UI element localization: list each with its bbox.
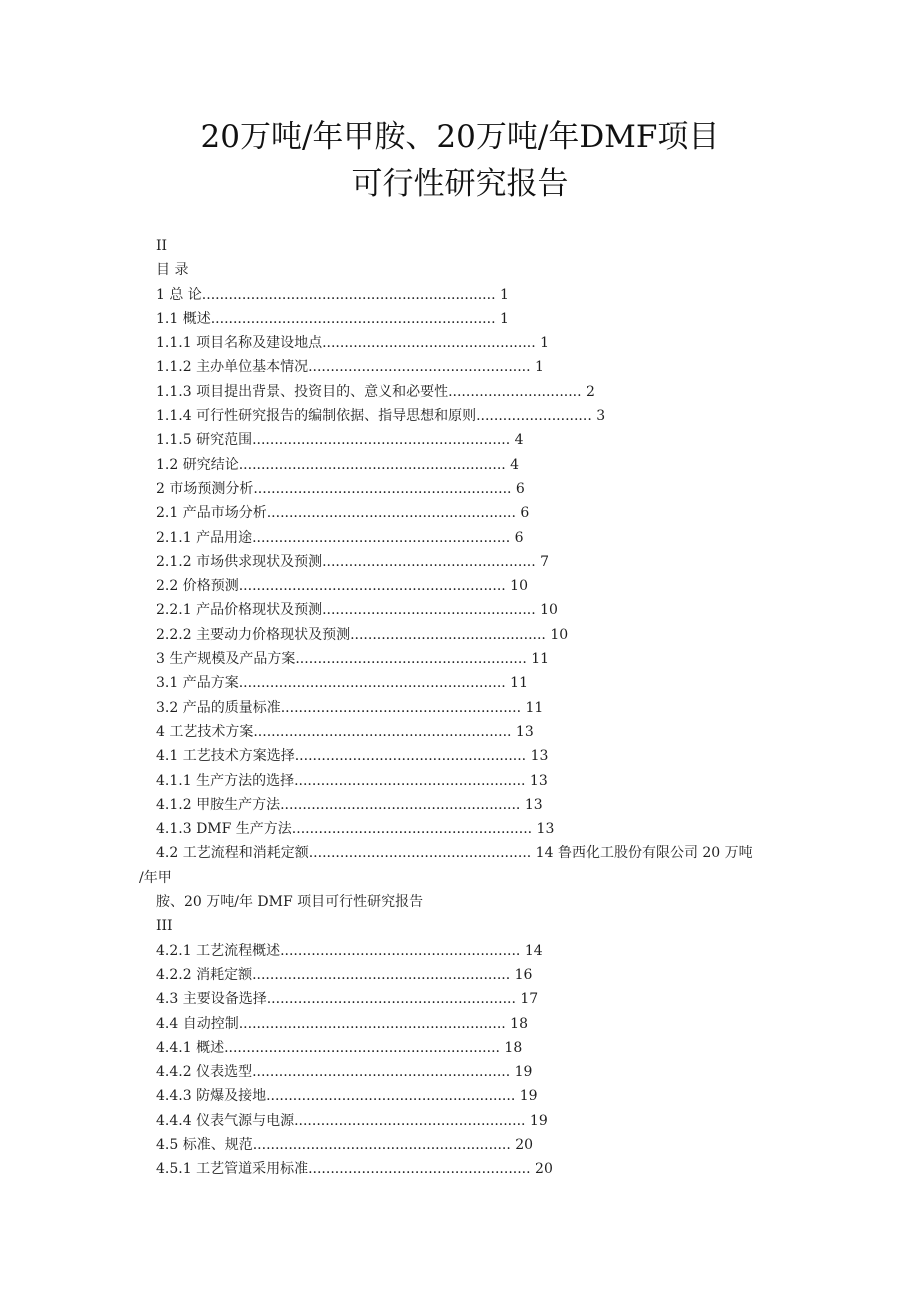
toc-line: 2.1.1 产品用途.......................................................... 6 — [156, 529, 524, 546]
toc-line: 4.1.2 甲胺生产方法...................................................... 13 — [156, 796, 543, 813]
toc-line: 1.1.4 可行性研究报告的编制依据、指导思想和原则.......................... 3 — [156, 408, 606, 425]
toc-line: 2.1 产品市场分析........................................................ 6 — [156, 505, 530, 522]
toc-line: 2.1.2 市场供求现状及预测................................................ 7 — [156, 553, 550, 570]
page-number-roman: III — [156, 918, 173, 935]
toc-line: 1.1.3 项目提出背景、投资目的、意义和必要性.............................. 2 — [156, 383, 595, 400]
toc-line: 3.1 产品方案............................................................ 11 — [156, 675, 528, 692]
toc-line: 4.3 主要设备选择........................................................ 17 — [156, 991, 539, 1008]
toc-line: 4.4.1 概述.............................................................. 18 — [156, 1039, 523, 1056]
toc-line: 2.2 价格预测............................................................ 10 — [156, 578, 528, 595]
toc-heading: 目 录 — [156, 262, 189, 279]
toc-line: 4.1 工艺技术方案选择.................................................... 13 — [156, 748, 549, 765]
toc-line: 4.1.3 DMF 生产方法...................................................... 13 — [156, 821, 555, 838]
toc-line: II — [156, 238, 168, 254]
toc-line: 3 生产规模及产品方案.................................................... 11 — [156, 651, 550, 668]
toc-line: 1.1.1 项目名称及建设地点................................................ 1 — [156, 335, 550, 352]
document-title-line1: 20万吨/年甲胺、20万吨/年DMF项目 — [200, 119, 720, 155]
document-title-line2: 可行性研究报告 — [351, 166, 569, 202]
toc-line: 4.1.1 生产方法的选择.................................................... 13 — [156, 772, 548, 789]
toc-line: 4.4.2 仪表选型.......................................................... 19 — [156, 1064, 533, 1081]
toc-line: 4.4.3 防爆及接地........................................................ 19 — [156, 1088, 538, 1105]
toc-line: 4 工艺技术方案.......................................................... 13 — [156, 723, 534, 740]
toc-line: 3.2 产品的质量标准...................................................... 11 — [156, 699, 544, 716]
toc-line: 2.2.2 主要动力价格现状及预测............................................ 10 — [156, 626, 569, 643]
toc-line: 2 市场预测分析.......................................................... 6 — [156, 480, 525, 497]
running-header: 胺、20 万吨/年 DMF 项目可行性研究报告 — [156, 894, 424, 911]
toc-line: 4.2.1 工艺流程概述...................................................... 14 — [156, 942, 543, 959]
toc-line: 4.5.1 工艺管道采用标准.................................................. 20 — [156, 1161, 553, 1178]
toc-line: 1.1.5 研究范围.......................................................... 4 — [156, 432, 524, 449]
toc-line: 4.2 工艺流程和消耗定额.................................................. 14 鲁西化工股份有限公司 20 万吨 — [156, 845, 753, 862]
toc-line: 4.5 标准、规范.......................................................... 20 — [156, 1136, 534, 1153]
toc-line: 1.2 研究结论............................................................ 4 — [156, 456, 520, 473]
toc-line: 4.2.2 消耗定额.......................................................... 16 — [156, 966, 533, 983]
toc-line: 1.1.2 主办单位基本情况.................................................. 1 — [156, 359, 544, 376]
table-of-contents — [139, 234, 816, 1182]
toc-line: 2.2.1 产品价格现状及预测................................................ 10 — [156, 602, 558, 619]
toc-line-wrap: /年甲 — [139, 869, 172, 886]
toc-line: 4.4.4 仪表气源与电源.................................................... 19 — [156, 1112, 548, 1129]
toc-line: 1 总 论.................................................................. 1 — [156, 286, 509, 303]
toc-line: 1.1 概述................................................................ 1 — [156, 310, 509, 327]
toc-line: 4.4 自动控制............................................................ 18 — [156, 1015, 528, 1032]
